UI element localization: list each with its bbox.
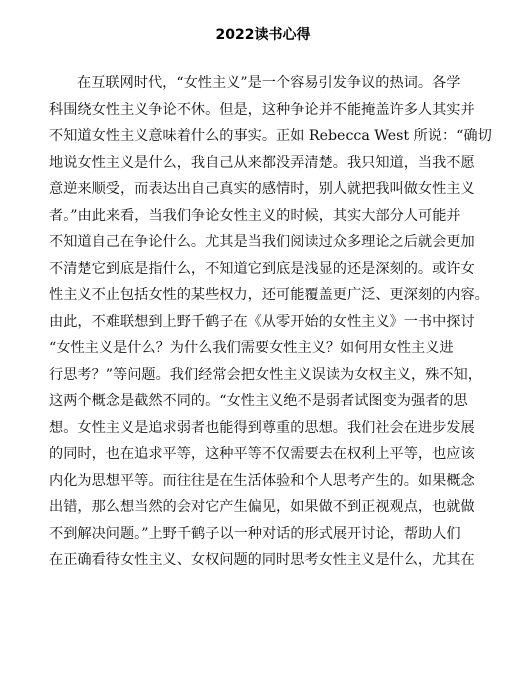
document-body bbox=[49, 70, 499, 574]
document-title: 2022读书心得 bbox=[215, 27, 311, 43]
paragraph-line: 在正确看待女性主义、女权问题的同时思考女性主义是什么，尤其在 bbox=[49, 552, 475, 568]
paragraph-line: 不到解决问题。”上野千鹤子以一种对话的形式展开讨论，帮助人们 bbox=[49, 525, 461, 542]
paragraph-line: 地说女性主义是什么，我自己从来都没弄清楚。我只知道，当我不愿 bbox=[49, 154, 475, 171]
paragraph-line: 不知道女性主义意味着什么的事实。正如 Rebecca West 所说：“确切 bbox=[49, 128, 492, 144]
paragraph-line: “女性主义是什么？为什么我们需要女性主义？如何用女性主义进 bbox=[49, 340, 454, 356]
paragraph-line: 不知道自己在争论什么。尤其是当我们阅读过众多理论之后就会更加 bbox=[49, 234, 475, 250]
paragraph-line: 在互联网时代，“女性主义”是一个容易引发争议的热词。各学 bbox=[77, 75, 461, 91]
paragraph-line: 这两个概念是截然不同的。“女性主义绝不是弱者试图变为强者的思 bbox=[49, 393, 468, 409]
paragraph-line: 的同时，也在追求平等，这种平等不仅需要去在权利上平等，也应该 bbox=[49, 446, 475, 462]
paragraph-line: 性主义不止包括女性的某些权力，还可能覆盖更广泛、更深刻的内容。 bbox=[49, 287, 489, 303]
paragraph-line: 科围绕女性主义争论不休。但是，这种争论并不能掩盖许多人其实并 bbox=[49, 101, 475, 118]
paragraph-line: 由此，不难联想到上野千鹤子在《从零开始的女性主义》一书中探讨 bbox=[49, 313, 475, 330]
paragraph-line: 想。女性主义是追求弱者也能得到尊重的思想。我们社会在进步发展 bbox=[49, 419, 475, 436]
paragraph-line: 不清楚它到底是指什么，不知道它到底是浅显的还是深刻的。或许女 bbox=[49, 260, 475, 277]
paragraph-line: 者。”由此来看，当我们争论女性主义的时候，其实大部分人可能并 bbox=[49, 207, 461, 224]
paragraph-line: 内化为思想平等。而往往是在生活体验和个人思考产生的。如果概念 bbox=[49, 472, 475, 489]
paragraph-line: 行思考？”等问题。我们经常会把女性主义误读为女权主义，殊不知， bbox=[49, 366, 482, 383]
paragraph-line: 出错，那么想当然的会对它产生偏见，如果做不到正视观点，也就做 bbox=[49, 499, 475, 515]
paragraph-line: 意逆来顺受，而表达出自己真实的感情时，别人就把我叫做女性主义 bbox=[49, 181, 475, 197]
